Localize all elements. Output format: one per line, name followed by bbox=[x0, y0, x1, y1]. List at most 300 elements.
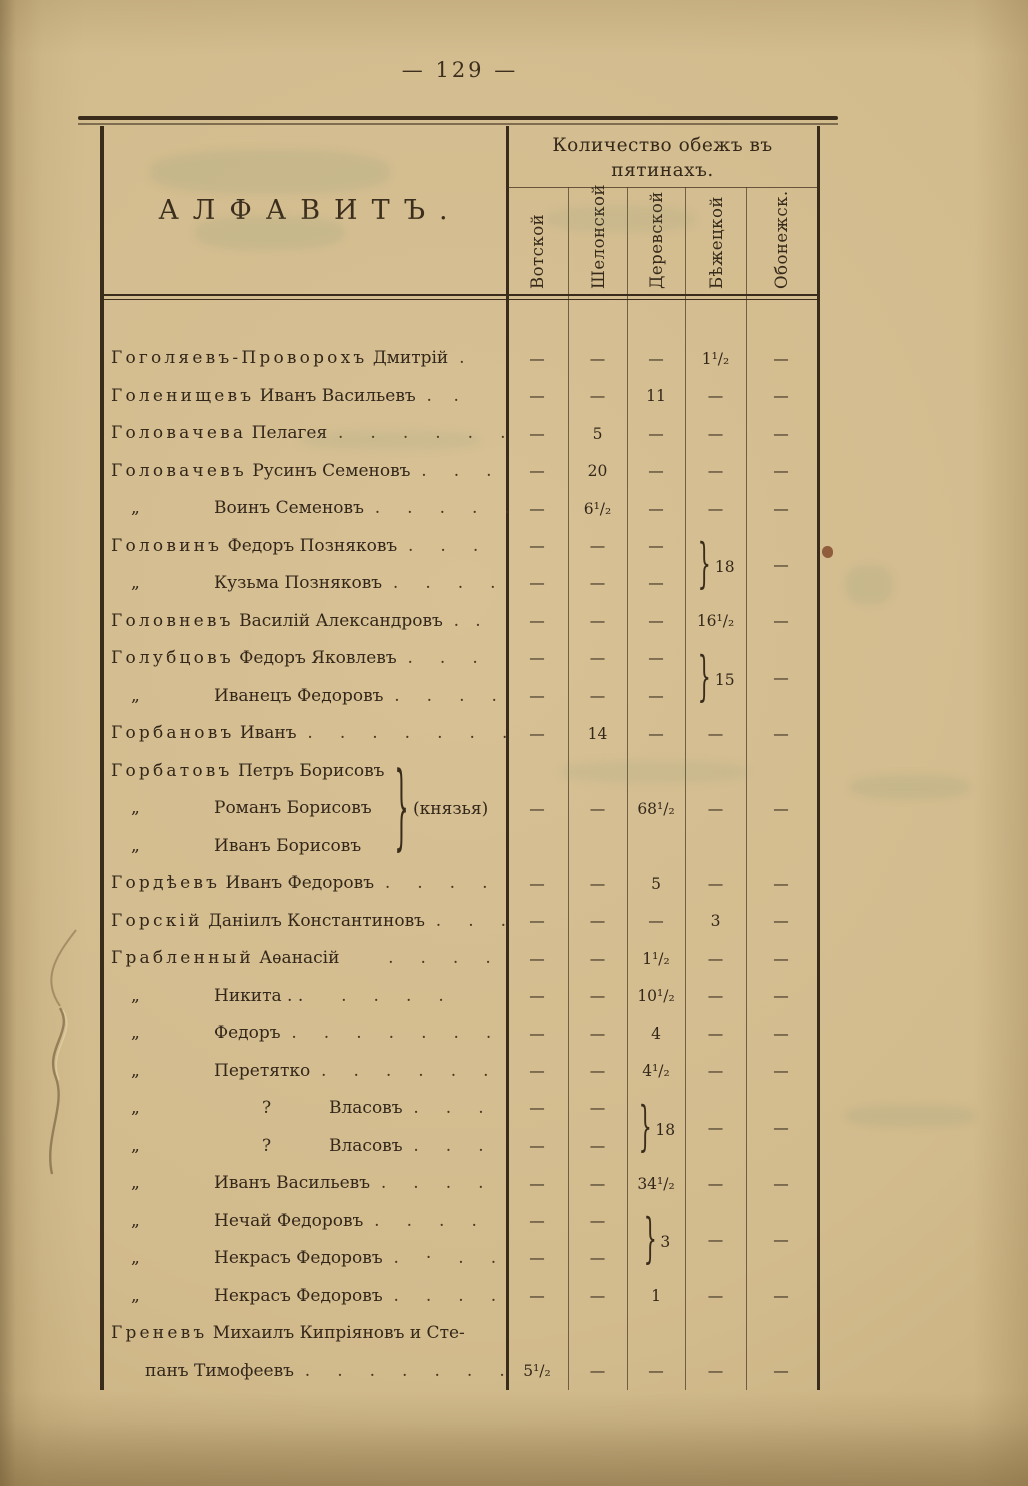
dot-leader: . . . . . bbox=[363, 498, 510, 518]
value: — bbox=[589, 987, 606, 1006]
dot-leader: . . . . . . . bbox=[280, 1023, 492, 1043]
value: — bbox=[529, 1249, 545, 1267]
table-row bbox=[100, 1315, 820, 1390]
value-cell bbox=[506, 903, 568, 941]
dot-leader: . · . . bbox=[382, 1248, 497, 1268]
value: — bbox=[589, 686, 606, 705]
value-cell bbox=[506, 415, 568, 453]
dot-leader: . . . . . . bbox=[310, 1060, 489, 1081]
value-cell bbox=[568, 378, 627, 416]
ditto-mark: „ bbox=[131, 1023, 140, 1043]
name-line bbox=[100, 378, 506, 416]
value-cell bbox=[568, 453, 627, 491]
dot-leader: . . bbox=[415, 385, 459, 406]
value: — bbox=[707, 1118, 724, 1137]
dot-leader: . . . bbox=[402, 1135, 484, 1156]
name-line bbox=[100, 1240, 506, 1278]
name-text: Пелагея bbox=[246, 423, 328, 443]
value: 1¹/₂ bbox=[642, 949, 670, 968]
value: 34¹/₂ bbox=[637, 1174, 675, 1193]
value: — bbox=[529, 724, 545, 743]
value: — bbox=[648, 424, 664, 443]
value: — bbox=[529, 1136, 545, 1155]
value: 16¹/₂ bbox=[696, 612, 735, 631]
value-cell bbox=[685, 453, 746, 491]
value: — bbox=[589, 1174, 606, 1193]
dot-leader: . . . . bbox=[370, 1173, 484, 1193]
brace: } bbox=[698, 534, 712, 596]
value-cell bbox=[685, 490, 746, 528]
value: — bbox=[707, 799, 724, 818]
value-cell bbox=[506, 1278, 568, 1316]
name-cell bbox=[100, 378, 506, 416]
value: — bbox=[529, 686, 545, 705]
name-line bbox=[100, 1090, 506, 1128]
value-cell bbox=[746, 1165, 816, 1203]
ditto-mark: „ bbox=[131, 573, 140, 593]
value: — bbox=[707, 462, 724, 481]
dot-leader: . . . . . . . bbox=[296, 723, 508, 743]
value-cell bbox=[506, 340, 568, 378]
dot-leader: . . . . bbox=[339, 948, 491, 968]
name-line bbox=[100, 828, 506, 866]
value: — bbox=[707, 424, 724, 443]
top-rule bbox=[78, 116, 838, 120]
name-line bbox=[100, 940, 506, 978]
ditto-mark: „ bbox=[131, 1135, 140, 1156]
ditto-mark: „ bbox=[131, 1060, 140, 1081]
table-row bbox=[100, 1203, 820, 1278]
name-cell bbox=[100, 1315, 506, 1390]
surname: Головневъ bbox=[111, 610, 234, 631]
name-text: Русинъ Семеновъ bbox=[246, 460, 411, 481]
ditto-mark: „ bbox=[131, 1098, 140, 1118]
group-header-line-1: Количество обежъ въ bbox=[552, 135, 773, 156]
name-cell bbox=[100, 1203, 506, 1278]
value: 20 bbox=[587, 462, 608, 481]
ditto-mark: „ bbox=[131, 498, 140, 518]
value: — bbox=[529, 874, 545, 893]
value: — bbox=[589, 536, 606, 555]
dot-leader: . . . . bbox=[383, 685, 497, 706]
value-cell bbox=[627, 1278, 685, 1316]
name-line bbox=[100, 490, 510, 528]
name-cell bbox=[100, 715, 506, 753]
name-text: Никита . . bbox=[214, 985, 304, 1006]
value-cell bbox=[685, 1278, 746, 1316]
column-header-label: Обонежск. bbox=[772, 190, 791, 289]
ditto-mark: „ bbox=[131, 985, 140, 1006]
value-cell bbox=[506, 490, 568, 528]
top-rule-thin bbox=[78, 123, 838, 125]
table-row bbox=[100, 940, 820, 978]
surname: Голенищевъ bbox=[111, 385, 255, 406]
value: — bbox=[529, 912, 545, 931]
value: 3 bbox=[660, 1233, 671, 1251]
value-cell bbox=[568, 1053, 627, 1091]
value: — bbox=[529, 987, 545, 1006]
value-cell bbox=[627, 1315, 685, 1390]
name-text: Перетятко bbox=[214, 1060, 311, 1081]
value: — bbox=[707, 987, 724, 1006]
value: — bbox=[529, 1062, 545, 1081]
table-row bbox=[100, 378, 820, 416]
dot-leader: . . . bbox=[397, 535, 479, 556]
value-cell bbox=[746, 1203, 816, 1278]
name-line bbox=[100, 865, 506, 903]
surname: Горбановъ bbox=[111, 723, 235, 743]
value-cell bbox=[568, 903, 627, 941]
value-cell bbox=[746, 340, 816, 378]
value-cell bbox=[506, 453, 568, 491]
brace-glyph: } bbox=[394, 754, 409, 863]
column-header-3 bbox=[627, 187, 685, 294]
value: — bbox=[648, 499, 664, 518]
surname: Головачевъ bbox=[111, 460, 247, 481]
value: — bbox=[648, 649, 664, 667]
surname: Греневъ bbox=[111, 1323, 208, 1343]
value-cell bbox=[506, 1203, 568, 1278]
header-bottom-rule-2 bbox=[100, 299, 820, 301]
value: — bbox=[589, 612, 606, 631]
table-row bbox=[100, 1090, 820, 1165]
name-text: Петръ Борисовъ bbox=[232, 760, 385, 781]
value: — bbox=[773, 987, 789, 1006]
value: — bbox=[707, 1174, 724, 1193]
value: — bbox=[529, 349, 545, 368]
value-cell bbox=[627, 1053, 685, 1091]
value-cell bbox=[506, 1165, 568, 1203]
value: — bbox=[589, 1287, 606, 1306]
name-cell bbox=[100, 640, 506, 715]
table-row bbox=[100, 715, 820, 753]
value: — bbox=[707, 874, 724, 893]
value: — bbox=[773, 668, 789, 687]
value: — bbox=[773, 612, 789, 631]
value-cell bbox=[746, 715, 816, 753]
value-cell bbox=[685, 940, 746, 978]
value: — bbox=[773, 387, 789, 406]
value-cell bbox=[568, 603, 627, 641]
column-header-label: Шелонской bbox=[588, 184, 608, 289]
table-row bbox=[100, 1053, 820, 1091]
value-cell bbox=[627, 1203, 685, 1278]
name-text: Федоръ Позняковъ bbox=[222, 535, 398, 556]
name-text: Михаилъ Кипріяновъ и Сте- bbox=[207, 1323, 465, 1343]
value-cell bbox=[685, 528, 746, 603]
value-cell bbox=[627, 528, 685, 603]
value-cell bbox=[627, 1015, 685, 1053]
value-cell bbox=[627, 1165, 685, 1203]
name-text: Иванъ Борисовъ bbox=[214, 835, 362, 856]
value-cell bbox=[685, 378, 746, 416]
value-cell bbox=[627, 378, 685, 416]
value: — bbox=[589, 1099, 606, 1117]
name-line bbox=[100, 715, 506, 753]
name-cell bbox=[100, 753, 506, 866]
value-cell bbox=[568, 715, 627, 753]
name-line bbox=[100, 1278, 506, 1316]
value: — bbox=[589, 1249, 606, 1267]
value: 4¹/₂ bbox=[642, 1062, 670, 1081]
value: — bbox=[773, 1174, 789, 1193]
table-row bbox=[100, 453, 820, 491]
name-cell bbox=[100, 603, 506, 641]
name-text: Некрасъ Федоровъ bbox=[214, 1285, 383, 1306]
name-line bbox=[100, 1353, 506, 1391]
value-cell bbox=[685, 715, 746, 753]
name-line bbox=[100, 678, 506, 716]
dot-leader: . . . . bbox=[363, 1210, 477, 1231]
name-text: Федоръ Яковлевъ bbox=[233, 648, 397, 668]
dot-leader: . bbox=[448, 348, 465, 368]
value: — bbox=[529, 649, 545, 667]
table-title: АЛФАВИТЪ. bbox=[158, 194, 462, 226]
name-cell bbox=[100, 1015, 506, 1053]
name-cell bbox=[100, 490, 510, 528]
name-line bbox=[100, 565, 506, 603]
value: — bbox=[773, 874, 789, 893]
name-text: Иванецъ Федоровъ bbox=[214, 685, 384, 706]
value: — bbox=[589, 874, 606, 893]
value-cell bbox=[506, 1015, 568, 1053]
name-line bbox=[100, 1053, 506, 1091]
name-text: Федоръ bbox=[214, 1023, 281, 1043]
value: 5¹/₂ bbox=[523, 1361, 551, 1380]
dot-leader: . . . . bbox=[382, 573, 496, 593]
name-text: Аѳанасій bbox=[253, 948, 340, 968]
dot-leader: . . . bbox=[424, 910, 507, 931]
value: — bbox=[648, 1361, 664, 1380]
value-cell bbox=[627, 903, 685, 941]
value-cell bbox=[746, 1090, 816, 1165]
value-cell bbox=[746, 378, 816, 416]
surname: Горскій bbox=[111, 910, 203, 931]
name-cell bbox=[100, 940, 506, 978]
value: — bbox=[773, 724, 789, 743]
value-cell bbox=[506, 865, 568, 903]
name-line bbox=[100, 903, 506, 941]
surname: Головинъ bbox=[111, 535, 223, 556]
value: — bbox=[589, 349, 606, 368]
paper-crack bbox=[14, 928, 104, 1208]
group-header-line-2: пятинахъ. bbox=[611, 160, 714, 181]
question-mark: ? bbox=[262, 1135, 272, 1156]
value: — bbox=[529, 612, 545, 631]
brace: } bbox=[643, 1209, 657, 1271]
value: — bbox=[707, 1361, 724, 1380]
dot-leader: . . . . bbox=[382, 1285, 497, 1306]
column-header-4 bbox=[685, 187, 746, 294]
dot-leader: . . . bbox=[396, 648, 478, 668]
value: — bbox=[589, 1211, 606, 1230]
value: 18 bbox=[714, 558, 735, 576]
name-text: Даніилъ Константиновъ bbox=[202, 910, 425, 931]
value-cell bbox=[568, 640, 627, 715]
value-cell bbox=[506, 640, 568, 715]
value-cell bbox=[506, 715, 568, 753]
value-cell bbox=[627, 940, 685, 978]
value: — bbox=[529, 949, 545, 968]
value: — bbox=[773, 799, 789, 818]
value: — bbox=[589, 799, 606, 818]
page-bottom-shadow bbox=[0, 1422, 1028, 1486]
column-header-label: Деревской bbox=[647, 191, 666, 289]
dot-leader: . . . . . . bbox=[327, 423, 506, 443]
name-text: Некрасъ Федоровъ bbox=[214, 1248, 383, 1268]
value: — bbox=[707, 1287, 724, 1306]
value-cell bbox=[506, 528, 568, 603]
value: 6¹/₂ bbox=[583, 499, 612, 518]
name-line bbox=[100, 1015, 506, 1053]
name-line bbox=[100, 603, 506, 641]
group-note: (князья) bbox=[413, 798, 489, 819]
bleedthrough-mark bbox=[560, 760, 750, 784]
name-cell bbox=[100, 1090, 506, 1165]
value: 15 bbox=[714, 670, 735, 689]
value-cell bbox=[685, 903, 746, 941]
column-header-5 bbox=[746, 187, 816, 294]
surname: Грабленный bbox=[111, 948, 254, 968]
value-cell bbox=[685, 1090, 746, 1165]
value: — bbox=[529, 1174, 545, 1193]
value-cell bbox=[746, 903, 816, 941]
value: — bbox=[707, 499, 724, 518]
column-header-label: Вотской bbox=[528, 213, 547, 289]
value-cell bbox=[746, 453, 816, 491]
value-cell bbox=[685, 1203, 746, 1278]
value-cell bbox=[746, 978, 816, 1016]
ink-spot bbox=[822, 546, 833, 558]
value: — bbox=[589, 1136, 606, 1155]
value: — bbox=[707, 387, 724, 406]
value-cell bbox=[568, 1015, 627, 1053]
value-cell bbox=[568, 415, 627, 453]
name-line bbox=[100, 1315, 506, 1353]
table-row bbox=[100, 1278, 820, 1316]
value-cell bbox=[685, 640, 746, 715]
name-text: Иванъ Федоровъ bbox=[220, 873, 375, 893]
value: — bbox=[648, 462, 664, 481]
value-cell bbox=[627, 715, 685, 753]
value: 5 bbox=[651, 874, 661, 893]
value-cell bbox=[568, 1090, 627, 1165]
dot-leader: . . . . . . . bbox=[293, 1360, 505, 1381]
ditto-mark: „ bbox=[131, 1173, 140, 1193]
value: — bbox=[707, 1024, 724, 1043]
value-cell bbox=[746, 640, 816, 715]
value-cell bbox=[685, 1053, 746, 1091]
table-row bbox=[100, 490, 820, 528]
dot-leader: . . . bbox=[402, 1098, 484, 1118]
value: 68¹/₂ bbox=[637, 799, 675, 818]
value-cell bbox=[685, 340, 746, 378]
value: — bbox=[589, 649, 606, 667]
table-row bbox=[100, 1165, 820, 1203]
value-cell bbox=[746, 603, 816, 641]
value: — bbox=[773, 556, 789, 574]
value: — bbox=[773, 349, 789, 368]
value-cell bbox=[568, 528, 627, 603]
value-cell bbox=[506, 940, 568, 978]
table-row bbox=[100, 603, 820, 641]
value-cell bbox=[746, 940, 816, 978]
surname: Гордѣевъ bbox=[111, 873, 221, 893]
value: — bbox=[529, 499, 545, 518]
group-brace bbox=[392, 753, 411, 866]
value: — bbox=[648, 612, 664, 631]
value: — bbox=[648, 724, 664, 743]
surname: Голубцовъ bbox=[111, 648, 234, 668]
ditto-mark: „ bbox=[131, 835, 140, 856]
name-cell bbox=[100, 528, 506, 603]
table-row bbox=[100, 978, 820, 1016]
value-cell bbox=[627, 340, 685, 378]
value-cell bbox=[746, 490, 816, 528]
value-cell bbox=[746, 1015, 816, 1053]
name-text: Кузьма Позняковъ bbox=[214, 573, 383, 593]
value-cell bbox=[506, 1090, 568, 1165]
bleedthrough-mark bbox=[845, 565, 893, 605]
value: — bbox=[648, 686, 664, 705]
value: 14 bbox=[587, 724, 608, 743]
ditto-mark: „ bbox=[131, 798, 140, 818]
value: 1¹/₂ bbox=[701, 349, 730, 368]
name-text: Нечай Федоровъ bbox=[214, 1210, 364, 1231]
value-cell bbox=[506, 978, 568, 1016]
value: — bbox=[589, 574, 606, 592]
value: — bbox=[773, 1118, 789, 1137]
value-cell bbox=[685, 1165, 746, 1203]
value-cell bbox=[506, 753, 568, 866]
value-cell bbox=[685, 865, 746, 903]
brace: } bbox=[698, 646, 712, 709]
value: — bbox=[773, 1231, 789, 1249]
value: 11 bbox=[646, 387, 666, 406]
value-cell bbox=[568, 1278, 627, 1316]
value-cell bbox=[627, 865, 685, 903]
table-row bbox=[100, 640, 820, 715]
name-line bbox=[100, 978, 506, 1016]
name-cell bbox=[100, 453, 506, 491]
surname: Головачева bbox=[111, 423, 247, 443]
table-row bbox=[100, 340, 820, 378]
value: — bbox=[773, 1287, 789, 1306]
name-line bbox=[100, 640, 506, 678]
table-row bbox=[100, 865, 820, 903]
value-cell bbox=[506, 1315, 568, 1390]
name-text: панъ Тимофеевъ bbox=[145, 1360, 294, 1381]
dot-leader: . . . . bbox=[303, 985, 444, 1006]
value-cell bbox=[627, 490, 685, 528]
value: 4 bbox=[651, 1024, 661, 1043]
name-line bbox=[100, 340, 506, 378]
value: — bbox=[707, 1231, 724, 1249]
value-cell bbox=[568, 1165, 627, 1203]
value: — bbox=[529, 536, 545, 555]
value: 10¹/₂ bbox=[637, 987, 675, 1006]
name-line bbox=[100, 453, 506, 491]
value-cell bbox=[746, 1278, 816, 1316]
column-header-1 bbox=[506, 187, 568, 294]
name-line bbox=[100, 528, 506, 566]
value-cell bbox=[627, 453, 685, 491]
value-cell bbox=[627, 603, 685, 641]
dot-leader: . . . bbox=[410, 460, 492, 481]
name-text: Романъ Борисовъ bbox=[214, 798, 372, 818]
name-cell bbox=[100, 1053, 506, 1091]
bleedthrough-mark bbox=[195, 216, 345, 250]
